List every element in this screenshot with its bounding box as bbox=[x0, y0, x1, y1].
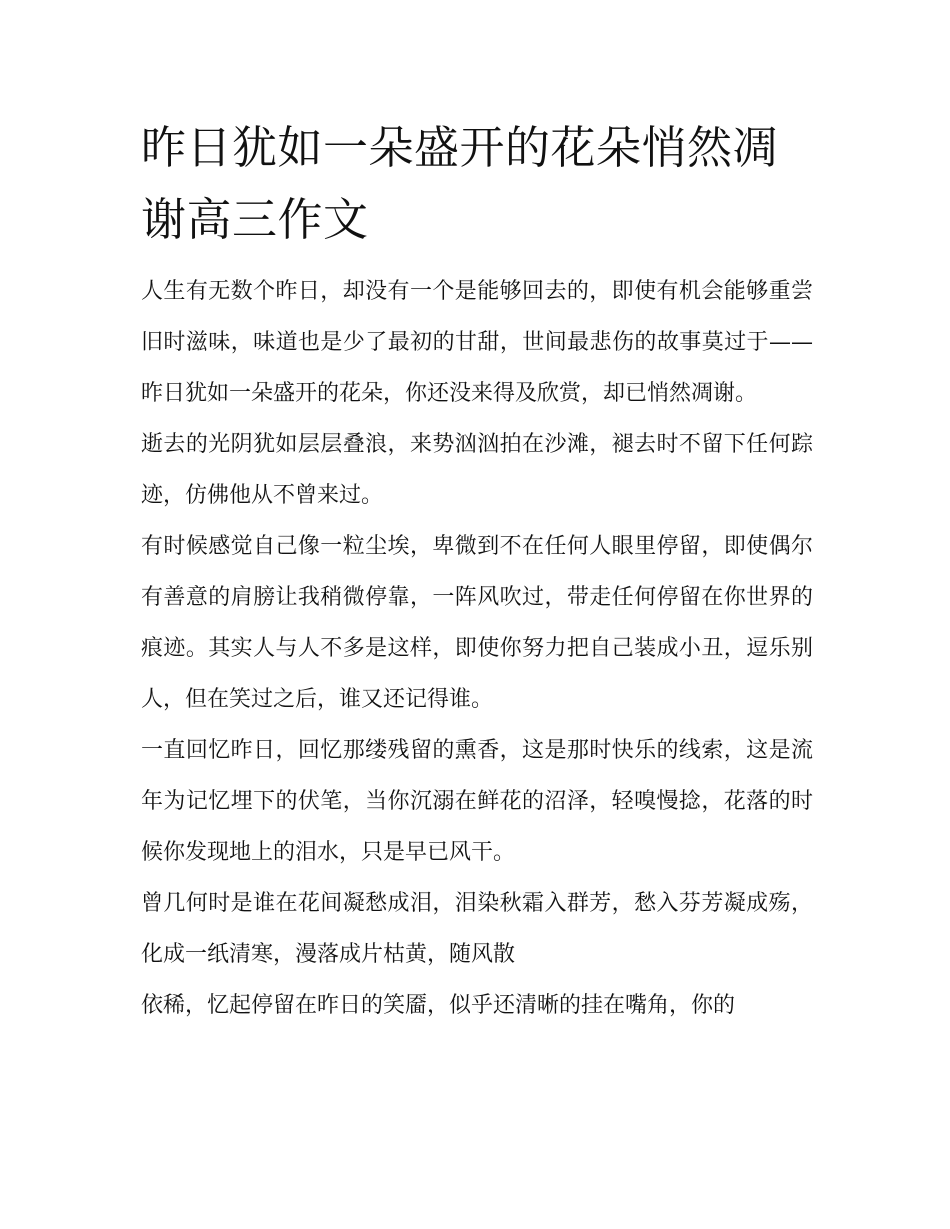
paragraph-5: 曾几何时是谁在花间凝愁成泪，泪染秋霜入群芳，愁入芬芳凝成殇，化成一纸清寒，漫落成片枯黄，随风散 bbox=[141, 891, 813, 967]
paragraph-4: 一直回忆昨日，回忆那缕残留的熏香，这是那时快乐的线索，这是流年为记忆埋下的伏笔，当你沉溺在鲜花的沼泽，轻嗅慢捻，花落的时候你发现地上的泪水，只是早已风干。 bbox=[141, 738, 813, 865]
document-content bbox=[141, 112, 813, 1031]
paragraph-3: 有时候感觉自己像一粒尘埃，卑微到不在任何人眼里停留，即使偶尔有善意的肩膀让我稍微停靠，一阵风吹过，带走任何停留在你世界的痕迹。其实人与人不多是这样，即使你努力把自己装成小丑，逗乐别人，但在笑过之后，谁又还记得谁。 bbox=[141, 534, 813, 712]
paragraph-1: 人生有无数个昨日，却没有一个是能够回去的，即使有机会能够重尝旧时滋味，味道也是少了最初的甘甜，世间最悲伤的故事莫过于——昨日犹如一朵盛开的花朵，你还没来得及欣赏，却已悄然凋谢。 bbox=[141, 279, 813, 406]
paragraph-6: 依稀，忆起停留在昨日的笑靥，似乎还清晰的挂在嘴角，你的 bbox=[141, 993, 736, 1018]
paragraph-2: 逝去的光阴犹如层层叠浪，来势汹汹拍在沙滩，褪去时不留下任何踪迹，仿佛他从不曾来过。 bbox=[141, 432, 813, 508]
document-title: 昨日犹如一朵盛开的花朵悄然凋谢高三作文 bbox=[141, 121, 779, 246]
document-body bbox=[141, 266, 813, 1031]
